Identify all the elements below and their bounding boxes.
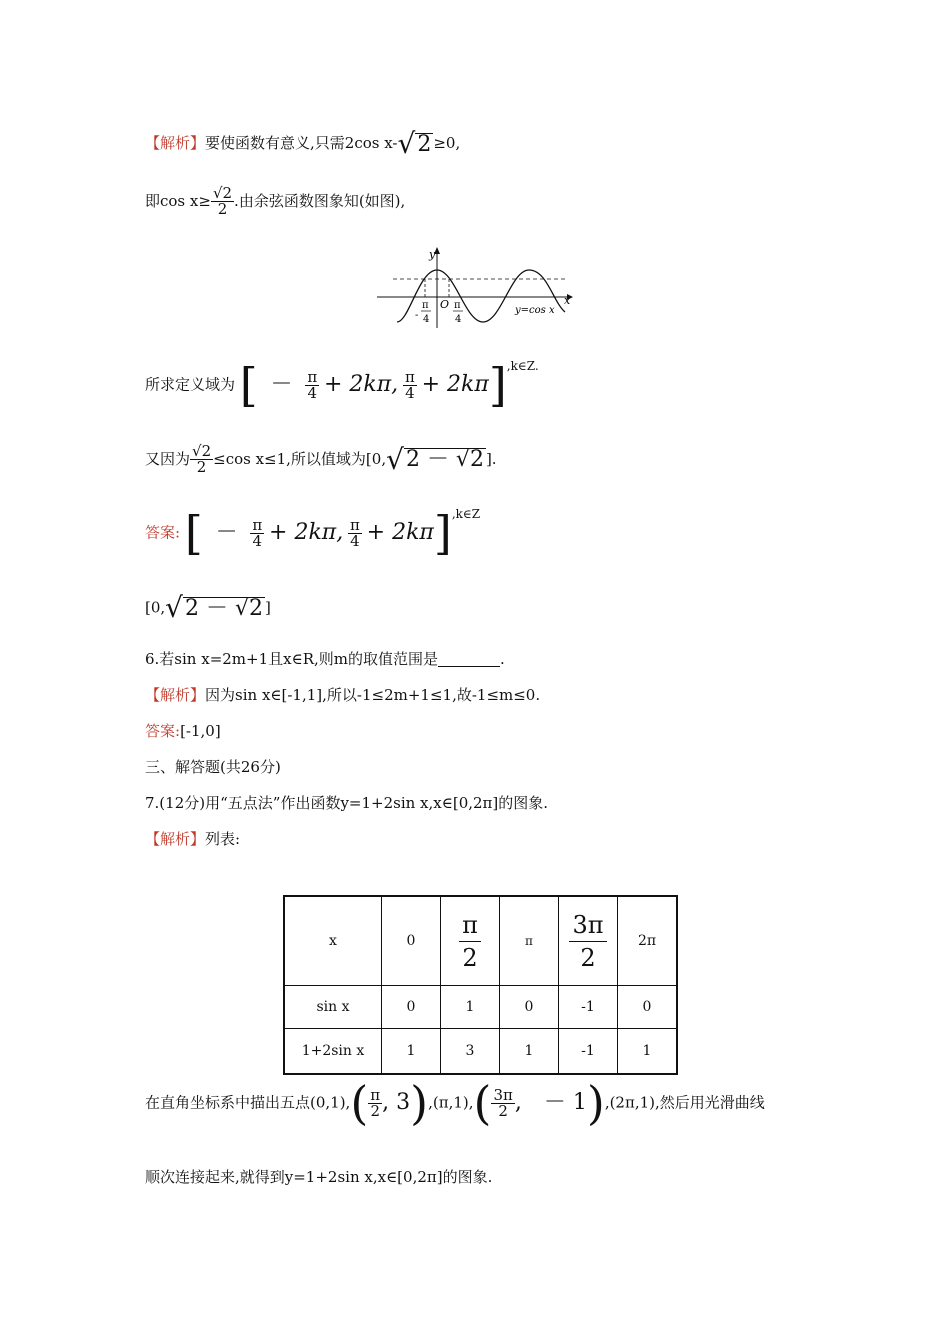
conclusion-line: 顺次连接起来,就得到y=1+2sin x,x∈[0,2π]的图象. <box>145 1168 493 1186</box>
table-header: $\frac{3\pi}{2}$ <box>559 896 618 986</box>
analysis-tag: 【解析】 <box>145 686 206 704</box>
neg-tick-den: 4 <box>423 314 430 325</box>
table-row: 1+2sin x 1 3 1 -1 1 <box>284 1029 677 1075</box>
y-axis-label: y <box>429 248 436 261</box>
answer-tag: 答案: <box>145 722 181 740</box>
answer-tag: 答案: <box>145 523 181 542</box>
table-header: π <box>500 896 559 986</box>
question-6-answer: 答案:[-1,0] <box>145 722 221 740</box>
sqrt-expr: √2 <box>397 127 432 160</box>
line-5: 答案: [ － $\frac{\pi}{4}$ + 2kπ, $\frac{\pi}{4}$ + 2kπ]$^{,k\in Z}$ <box>145 506 481 560</box>
analysis-tag: 【解析】 <box>145 830 206 848</box>
answer-blank <box>438 652 500 667</box>
x-axis-label: x <box>564 294 571 307</box>
sqrt-expr: √2 － √2 <box>165 591 264 624</box>
question-7: 7.(12分)用“五点法”作出函数y=1+2sin x,x∈[0,2π]的图象. <box>145 794 549 812</box>
cosine-graph <box>375 242 575 332</box>
neg-tick-num: π <box>422 300 429 311</box>
table-row <box>284 896 677 986</box>
line-6: [0,√2 － √2 ] <box>145 591 271 624</box>
text: 要使函数有意义,只需2cos x- <box>205 134 398 152</box>
question-7-solution: 【解析】列表: <box>145 830 241 848</box>
origin-label: O <box>440 298 450 311</box>
points-line: 在直角坐标系中描出五点(0,1),( $\frac{\pi}{2}$ , 3),(π,1),( $\frac{3\pi}{2}$ , － 1),(2π,1),然后用光滑曲线 <box>145 1076 765 1130</box>
table-header: 0 <box>382 896 441 986</box>
line-3: 所求定义域为 [ － $\frac{\pi}{4}$ + 2kπ, $\frac{\pi}{4}$ + 2kπ]$^{,k\in Z.}$ <box>145 358 539 412</box>
sqrt-expr: √2 － √2 <box>386 442 484 476</box>
curve-label: y=cos x <box>515 305 555 316</box>
line-4: 又因为 $\frac{√2}{2}$ ≤cos x≤1,所以值域为[0,√2 － √2 ]. <box>145 442 497 476</box>
pos-tick-num: π <box>454 300 461 311</box>
line-2: 即cos x≥ $\frac{√2}{2}$ .由余弦函数图象知(如图), <box>145 184 406 218</box>
fraction: $\frac{√2}{2}$ <box>212 184 233 218</box>
question-6-solution: 【解析】因为sin x∈[-1,1],所以-1≤2m+1≤1,故-1≤m≤0. <box>145 686 541 704</box>
pos-tick-den: 4 <box>455 314 462 325</box>
analysis-tag: 【解析】 <box>145 134 206 152</box>
table-header: $\frac{\pi}{2}$ <box>441 896 500 986</box>
section-heading: 三、解答题(共26分) <box>145 758 281 776</box>
table-row: sin x 0 1 0 -1 0 <box>284 986 677 1029</box>
table-header: 2π <box>618 896 678 986</box>
neg-tick-prefix: - <box>415 310 419 321</box>
table-header: x <box>284 896 382 986</box>
line-1: 【解析】要使函数有意义,只需2cos x-√2 ≥0, <box>145 127 461 160</box>
question-6: 6.若sin x=2m+1且x∈R,则m的取值范围是 . <box>145 650 505 668</box>
value-table <box>283 895 678 1075</box>
